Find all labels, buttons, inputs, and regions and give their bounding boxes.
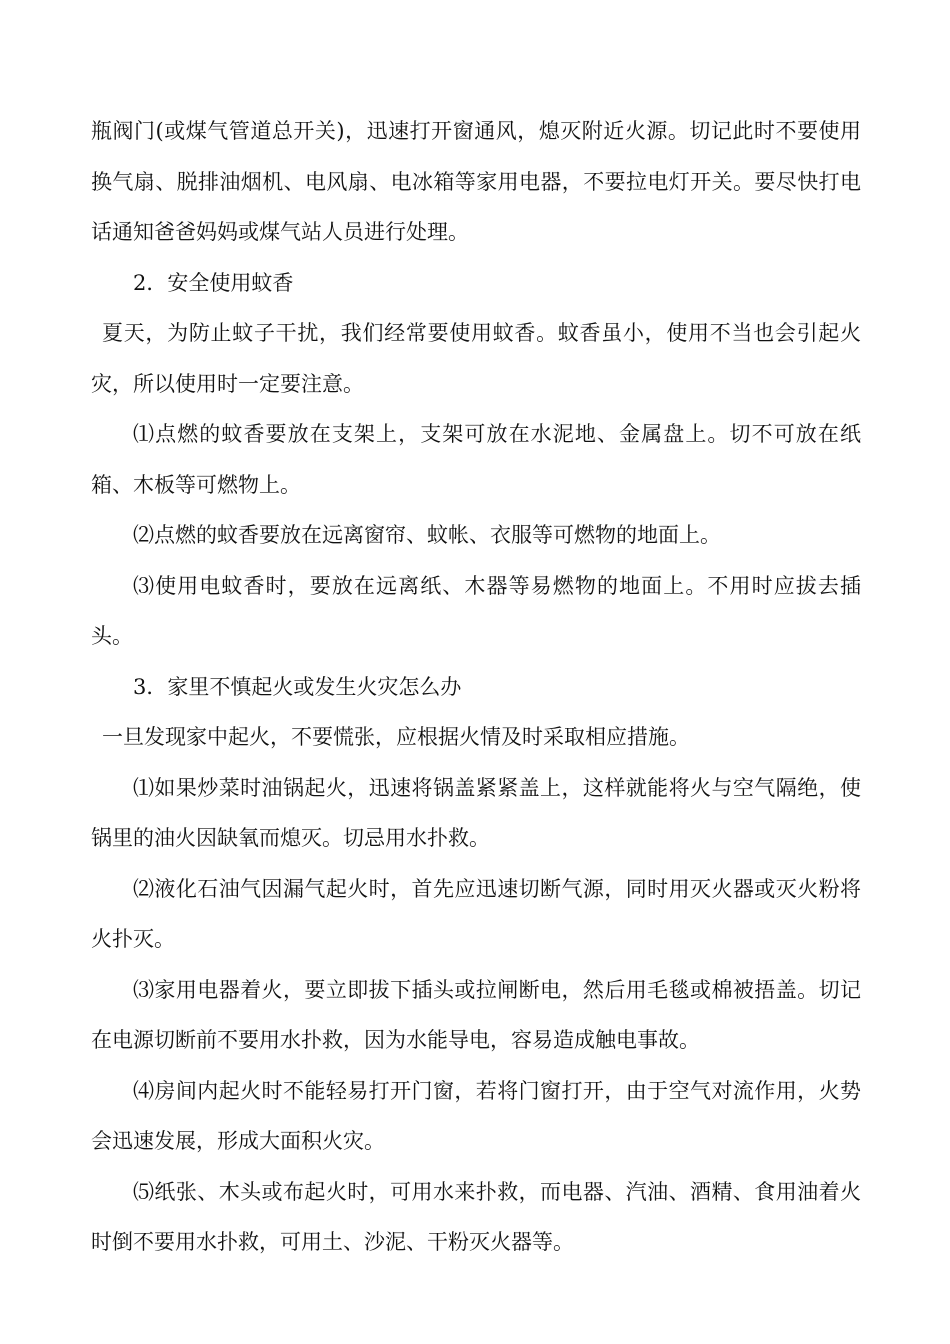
paragraph-fire-intro: 一旦发现家中起火，不要慌张，应根据火情及时采取相应措施。 (102, 725, 690, 749)
section-heading-home-fire: 3．家里不慎起火或发生火灾怎么办 (133, 674, 462, 699)
paragraph-mosquito-item-3: ⑶使用电蚊香时，要放在远离纸、木器等易燃物的地面上。不用时应拔去插头。 (91, 573, 861, 648)
document-body (91, 106, 861, 1268)
paragraph-fire-item-4: ⑷房间内起火时不能轻易打开门窗，若将门窗打开，由于空气对流作用，火势会迅速发展，形成大面积火灾。 (91, 1078, 861, 1153)
paragraph-mosquito-intro: 夏天，为防止蚊子干扰，我们经常要使用蚊香。蚊香虽小，使用不当也会引起火灾，所以使用时一定要注意。 (91, 321, 861, 396)
paragraph-gas-leak-continued: 瓶阀门(或煤气管道总开关)，迅速打开窗通风，熄灭附近火源。切记此时不要使用换气扇、脱排油烟机、电风扇、电冰箱等家用电器，不要拉电灯开关。要尽快打电话通知爸爸妈妈或煤气站人员进行处理。 (91, 119, 861, 244)
paragraph-mosquito-item-2: ⑵点燃的蚊香要放在远离窗帘、蚊帐、衣服等可燃物的地面上。 (133, 523, 721, 547)
section-heading-mosquito-coil: 2．安全使用蚊香 (133, 270, 294, 295)
paragraph-fire-item-3: ⑶家用电器着火，要立即拔下插头或拉闸断电，然后用毛毯或棉被捂盖。切记在电源切断前不要用水扑救，因为水能导电，容易造成触电事故。 (91, 977, 861, 1052)
paragraph-fire-item-2: ⑵液化石油气因漏气起火时，首先应迅速切断气源，同时用灭火器或灭火粉将火扑灭。 (91, 876, 861, 951)
paragraph-mosquito-item-1: ⑴点燃的蚊香要放在支架上，支架可放在水泥地、金属盘上。切不可放在纸箱、木板等可燃物上。 (91, 422, 861, 497)
paragraph-fire-item-5: ⑸纸张、木头或布起火时，可用水来扑救，而电器、汽油、酒精、食用油着火时倒不要用水扑救，可用土、沙泥、干粉灭火器等。 (91, 1179, 861, 1254)
paragraph-fire-item-1: ⑴如果炒菜时油锅起火，迅速将锅盖紧紧盖上，这样就能将火与空气隔绝，使锅里的油火因缺氧而熄灭。切忌用水扑救。 (91, 775, 861, 850)
